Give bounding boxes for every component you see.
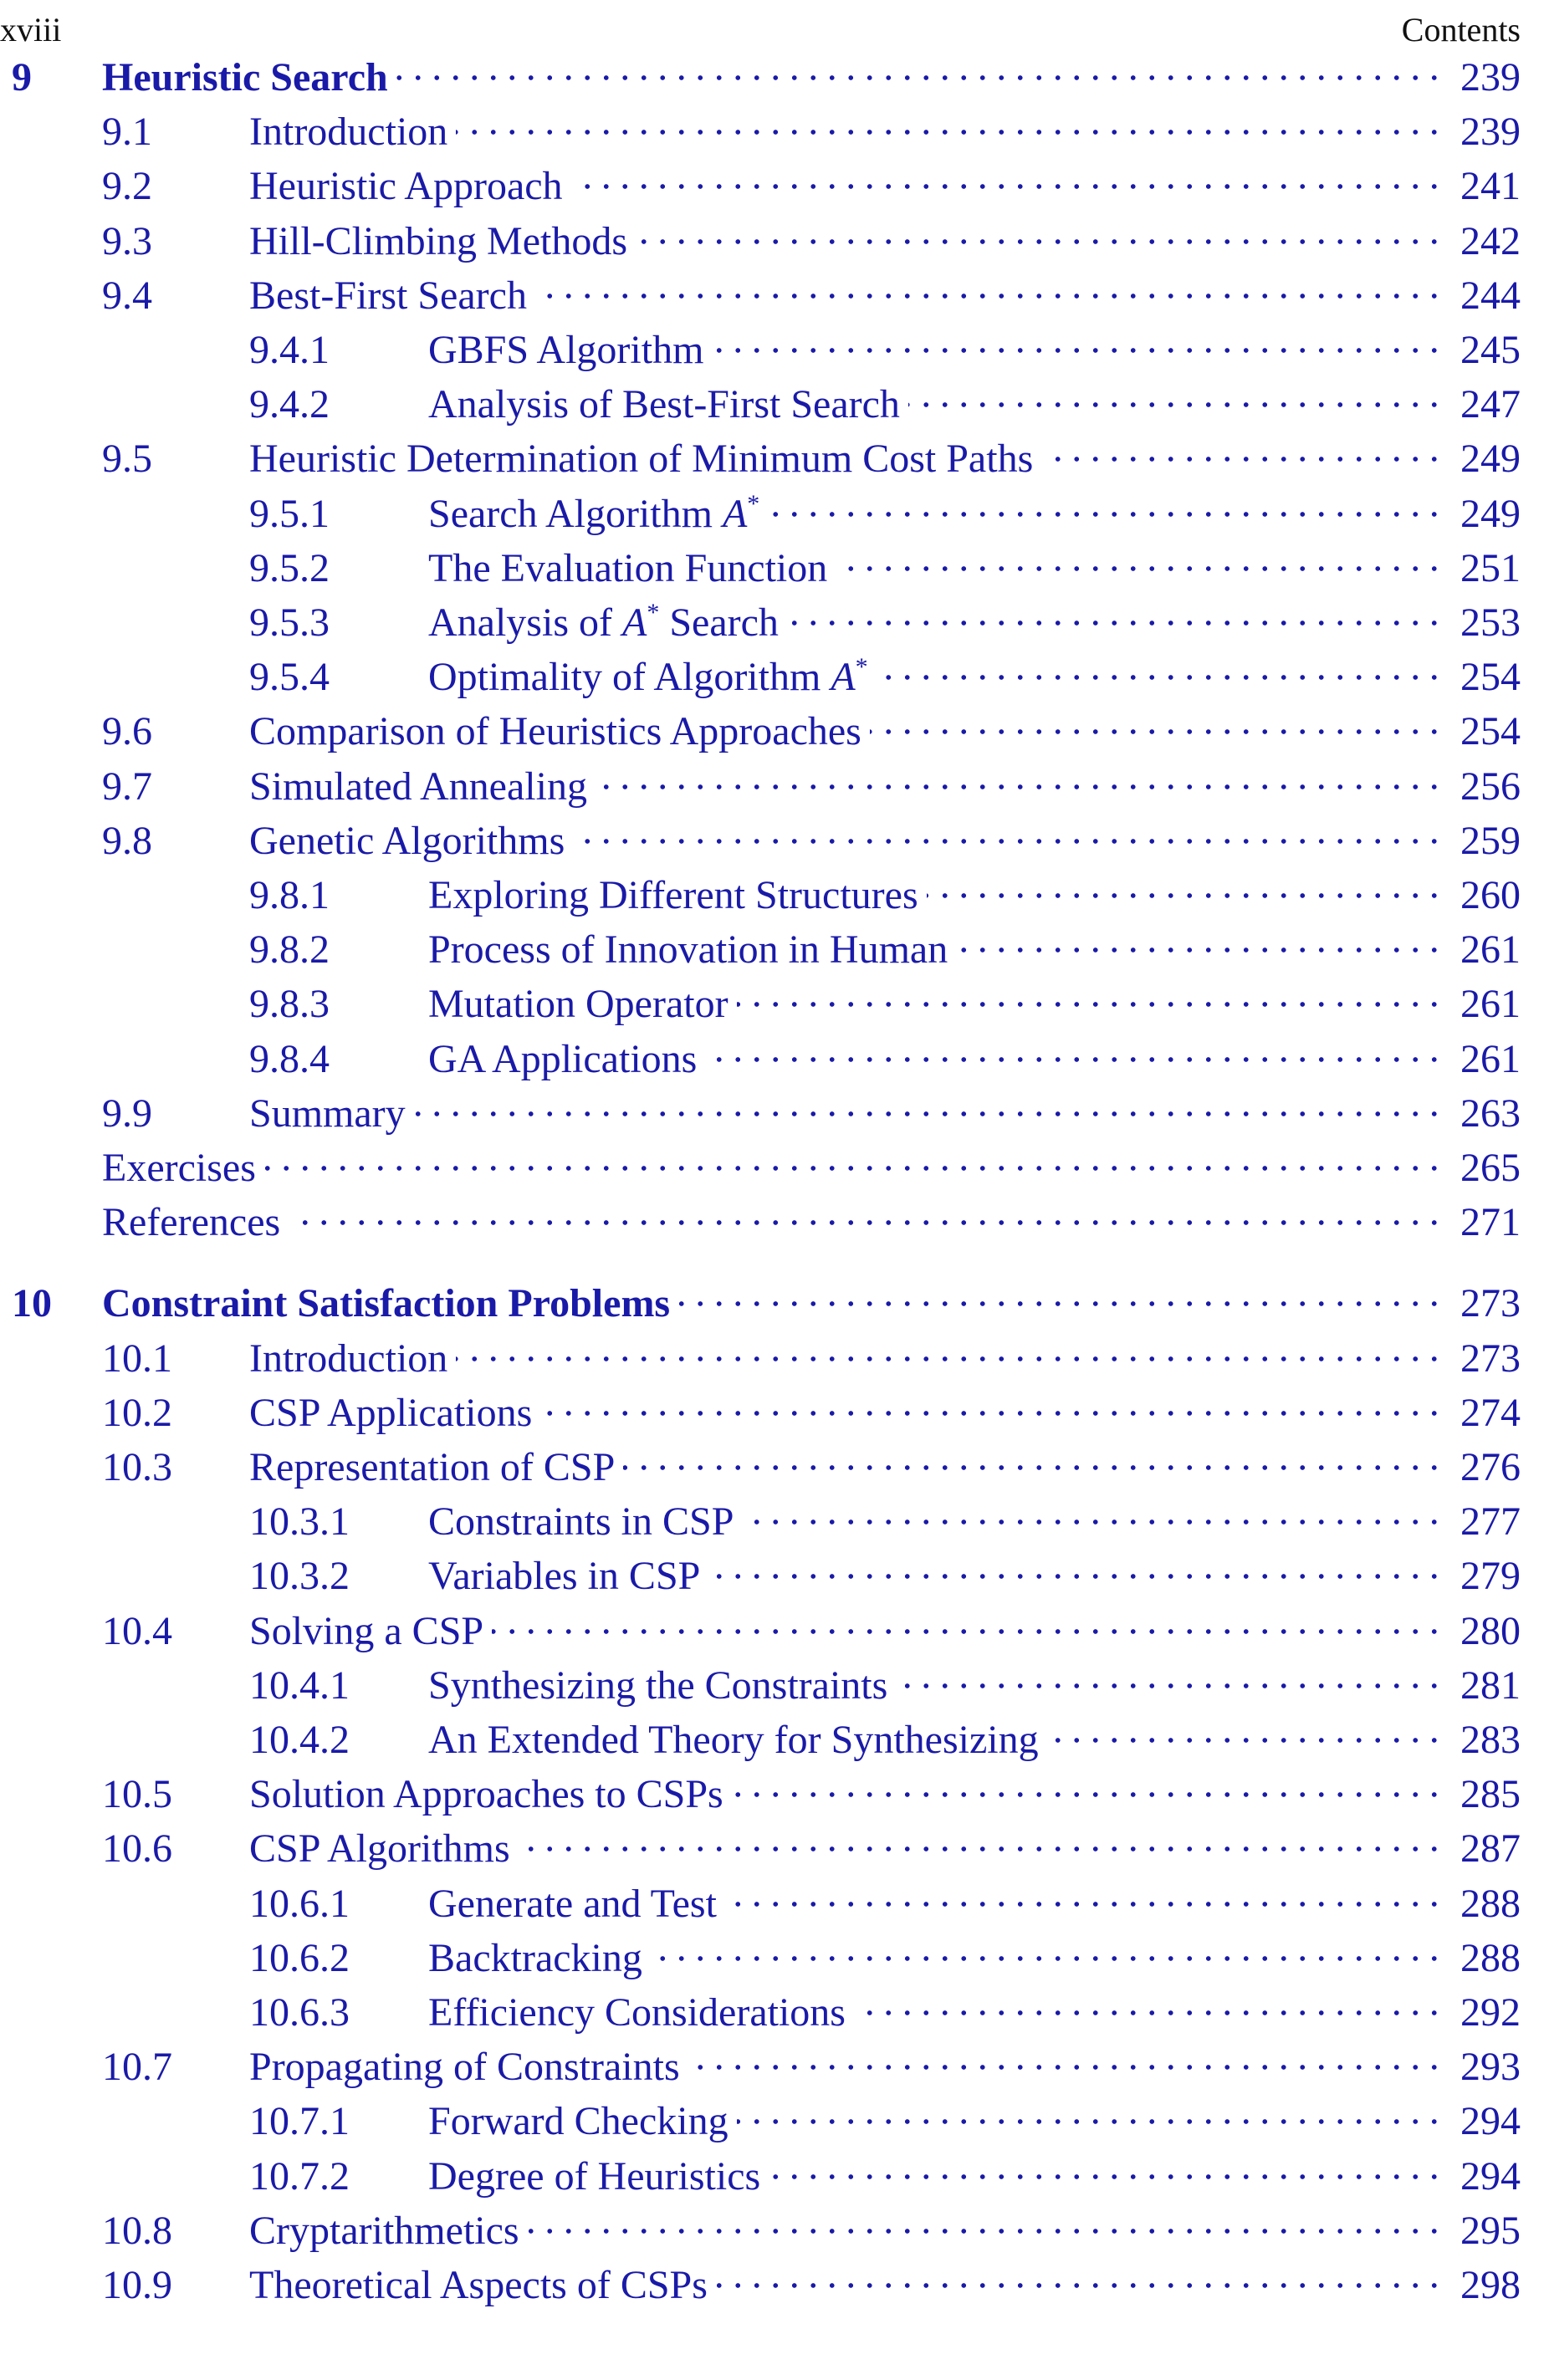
toc-entry-title: Constraint Satisfaction Problems: [102, 1278, 678, 1330]
toc-section-entry[interactable]: [0, 433, 1521, 485]
toc-entry-number: 9: [12, 55, 32, 100]
leader-dots: [737, 978, 1449, 1030]
leader-dots: [623, 1442, 1449, 1494]
toc-entry-page: 260: [1449, 870, 1521, 922]
toc-entry-page: 287: [1449, 1823, 1521, 1875]
leader-dots: [877, 651, 1449, 703]
toc-section-entry[interactable]: [0, 1333, 1521, 1385]
toc-entry-page: 247: [1449, 379, 1521, 431]
leader-dots: [836, 543, 1449, 595]
toc-subsection-entry[interactable]: [0, 651, 1521, 703]
toc-entry-title: Simulated Annealing: [249, 761, 596, 813]
toc-entry-title: Efficiency Considerations: [428, 1987, 854, 2039]
leader-dots: [688, 2041, 1449, 2093]
toc-entry-page: 261: [1449, 924, 1521, 976]
leader-dots: [519, 1823, 1449, 1875]
toc-subsection-entry[interactable]: [0, 597, 1521, 649]
toc-subsection-entry[interactable]: [0, 2151, 1521, 2203]
leader-dots: [896, 1660, 1449, 1712]
toc-entry-title: Hill-Climbing Methods: [249, 216, 636, 268]
toc-entry-title: Summary: [249, 1088, 414, 1140]
chapter-heading[interactable]: [0, 52, 1521, 104]
toc-entry-number: 9.3: [102, 218, 152, 263]
toc-entry-page: 241: [1449, 161, 1521, 212]
toc-entry-title: Synthesizing the Constraints: [428, 1660, 896, 1712]
toc-entry-page: 261: [1449, 978, 1521, 1030]
leader-dots: [528, 2205, 1449, 2257]
toc-entry-number: 9.2: [102, 164, 152, 209]
toc-entry-page: 298: [1449, 2260, 1521, 2311]
toc-entry-number: 10: [12, 1281, 52, 1326]
toc-entry-number: 10.6.3: [249, 1990, 350, 2035]
toc-entry-number: 9.8.1: [249, 873, 330, 917]
toc-entry-title: Forward Checking: [428, 2096, 737, 2148]
toc-subsection-entry[interactable]: [0, 1550, 1521, 1602]
leader-dots: [927, 870, 1449, 922]
toc-section-entry[interactable]: [0, 761, 1521, 813]
toc-entry-page: 271: [1449, 1197, 1521, 1249]
toc-entry-number: 9.8.4: [249, 1036, 330, 1081]
toc-entry-page: 274: [1449, 1387, 1521, 1439]
toc-entry-page: 277: [1449, 1496, 1521, 1548]
leader-dots: [456, 106, 1449, 158]
toc-entry-page: 254: [1449, 706, 1521, 758]
toc-subsection-entry[interactable]: [0, 1034, 1521, 1085]
toc-entry-title: Genetic Algorithms: [249, 815, 573, 867]
toc-entry-title: Representation of CSP: [249, 1442, 623, 1494]
toc-entry-number: 9.5.4: [249, 655, 330, 700]
toc-entry-number: 10.3.2: [249, 1554, 350, 1599]
toc-entry-page: 276: [1449, 1442, 1521, 1494]
toc-subsection-entry[interactable]: [0, 1878, 1521, 1930]
toc-entry-page: 295: [1449, 2205, 1521, 2257]
leader-dots: [651, 1933, 1449, 1984]
running-head: Contents: [1401, 11, 1521, 49]
toc-entry-page: 288: [1449, 1878, 1521, 1930]
toc-entry-page: 292: [1449, 1987, 1521, 2039]
page-number-label: xviii: [0, 11, 62, 49]
toc-entry-page: 261: [1449, 1034, 1521, 1085]
toc-entry-page: 265: [1449, 1142, 1521, 1194]
toc-entry-page: 273: [1449, 1333, 1521, 1385]
toc-entry-title: References: [102, 1197, 289, 1249]
toc-entry-number: 9.8: [102, 818, 152, 863]
toc-entry-title: Exploring Different Structures: [428, 870, 927, 922]
toc-entry-title: Introduction: [249, 1333, 456, 1385]
toc-entry-page: 285: [1449, 1769, 1521, 1821]
toc-subsection-entry[interactable]: [0, 1933, 1521, 1984]
toc-entry-number: 9.8.2: [249, 927, 330, 973]
toc-entry-number: 9.5.3: [249, 600, 330, 645]
toc-entry-title: Analysis of A* Search: [428, 597, 787, 649]
toc-backmatter-entry[interactable]: [0, 1142, 1521, 1194]
toc-entry-number: 10.7: [102, 2045, 172, 2090]
toc-entry-title: Variables in CSP: [428, 1550, 708, 1602]
toc-entry-title: Heuristic Determination of Minimum Cost Paths: [249, 433, 1041, 485]
toc-entry-title: Process of Innovation in Human: [428, 924, 956, 976]
leader-dots: [787, 597, 1449, 649]
leader-dots: [870, 706, 1449, 758]
toc-entry-number: 10.6.2: [249, 1935, 350, 1980]
toc-entry-page: 294: [1449, 2151, 1521, 2203]
toc-entry-page: 239: [1449, 52, 1521, 104]
toc-entry-number: 10.7.1: [249, 2099, 350, 2144]
leader-dots: [908, 379, 1449, 431]
toc-subsection-entry[interactable]: [0, 2096, 1521, 2148]
toc-entry-title: Backtracking: [428, 1933, 651, 1984]
toc-entry-number: 10.7.2: [249, 2153, 350, 2199]
toc-entry-number: 9.4.1: [249, 328, 330, 372]
toc-entry-title: Exercises: [102, 1142, 264, 1194]
toc-entry-number: 10.5: [102, 1772, 172, 1817]
leader-dots: [596, 761, 1449, 813]
toc-section-entry[interactable]: [0, 2260, 1521, 2311]
leader-dots: [716, 2260, 1449, 2311]
toc-entry-page: 288: [1449, 1933, 1521, 1984]
toc-entry-number: 10.9: [102, 2263, 172, 2307]
toc-entry-page: 251: [1449, 543, 1521, 595]
toc-entry-page: 254: [1449, 651, 1521, 703]
toc-subsection-entry[interactable]: [0, 1714, 1521, 1766]
toc-section-entry[interactable]: [0, 1606, 1521, 1657]
toc-entry-number: 10.3: [102, 1445, 172, 1489]
toc-entry-title: An Extended Theory for Synthesizing: [428, 1714, 1047, 1766]
toc-section-entry[interactable]: [0, 1088, 1521, 1140]
toc-entry-number: 9.5: [102, 437, 152, 482]
leader-dots: [540, 1387, 1449, 1439]
toc-section-entry[interactable]: [0, 270, 1521, 322]
toc-section-entry[interactable]: [0, 2205, 1521, 2257]
leader-dots: [712, 324, 1449, 376]
leader-dots: [742, 1496, 1449, 1548]
toc-entry-number: 10.3.1: [249, 1499, 350, 1545]
toc-entry-number: 10.6.1: [249, 1881, 350, 1926]
toc-entry-number: 10.8: [102, 2208, 172, 2253]
toc-subsection-entry[interactable]: [0, 488, 1521, 540]
leader-dots: [769, 2151, 1449, 2203]
toc-subsection-entry[interactable]: [0, 543, 1521, 595]
toc-entry-page: 293: [1449, 2041, 1521, 2093]
toc-entry-page: 256: [1449, 761, 1521, 813]
toc-entry-number: 9.6: [102, 709, 152, 754]
toc-section-entry[interactable]: [0, 161, 1521, 212]
toc-entry-page: 280: [1449, 1606, 1521, 1657]
toc-entry-page: 253: [1449, 597, 1521, 649]
toc-entry-page: 249: [1449, 488, 1521, 540]
toc-entry-page: 239: [1449, 106, 1521, 158]
toc-section-entry[interactable]: [0, 1823, 1521, 1875]
leader-dots: [725, 1878, 1449, 1930]
toc-entry-title: CSP Applications: [249, 1387, 540, 1439]
toc-entry-title: Degree of Heuristics: [428, 2151, 769, 2203]
toc-entry-title: Solving a CSP: [249, 1606, 492, 1657]
leader-dots: [854, 1987, 1449, 2039]
toc-entry-page: 245: [1449, 324, 1521, 376]
toc-entry-page: 273: [1449, 1278, 1521, 1330]
leader-dots: [264, 1142, 1449, 1194]
toc-entry-number: 10.2: [102, 1390, 172, 1435]
toc-entry-title: Solution Approaches to CSPs: [249, 1769, 732, 1821]
toc-entry-number: 10.1: [102, 1336, 172, 1381]
leader-dots: [573, 815, 1449, 867]
toc-entry-number: 9.7: [102, 764, 152, 809]
toc-subsection-entry[interactable]: [0, 1987, 1521, 2039]
toc-entry-title: Optimality of Algorithm A*: [428, 651, 877, 703]
leader-dots: [1047, 1714, 1449, 1766]
toc-entry-number: 9.1: [102, 110, 152, 155]
leader-dots: [456, 1333, 1449, 1385]
toc-section-entry[interactable]: [0, 815, 1521, 867]
leader-dots: [1041, 433, 1449, 485]
toc-section-entry[interactable]: [0, 1769, 1521, 1821]
toc-entry-page: 281: [1449, 1660, 1521, 1712]
toc-backmatter-entry[interactable]: [0, 1197, 1521, 1249]
leader-dots: [705, 1034, 1449, 1085]
toc-entry-title: Best-First Search: [249, 270, 535, 322]
toc-section-entry[interactable]: [0, 106, 1521, 158]
toc-entry-page: 244: [1449, 270, 1521, 322]
toc-entry-number: 10.6: [102, 1826, 172, 1872]
toc-entry-page: 279: [1449, 1550, 1521, 1602]
leader-dots: [636, 216, 1449, 268]
leader-dots: [732, 1769, 1449, 1821]
toc-entry-title: Introduction: [249, 106, 456, 158]
toc-entry-number: 9.8.3: [249, 982, 330, 1027]
toc-entry-title: Constraints in CSP: [428, 1496, 742, 1548]
toc-entry-number: 10.4: [102, 1608, 172, 1653]
toc-subsection-entry[interactable]: [0, 924, 1521, 976]
toc-entry-number: 10.4.2: [249, 1718, 350, 1762]
toc-entry-page: 242: [1449, 216, 1521, 268]
leader-dots: [768, 488, 1449, 540]
toc-entry-number: 9.4.2: [249, 382, 330, 427]
toc-entry-number: 10.4.1: [249, 1662, 350, 1708]
toc-entry-page: 283: [1449, 1714, 1521, 1766]
leader-dots: [571, 161, 1449, 212]
toc-entry-title: The Evaluation Function: [428, 543, 836, 595]
toc-entry-title: Heuristic Search: [102, 52, 396, 104]
toc-entry-title: Heuristic Approach: [249, 161, 571, 212]
toc-subsection-entry[interactable]: [0, 324, 1521, 376]
toc-entry-number: 9.4: [102, 273, 152, 318]
toc-section-entry[interactable]: [0, 216, 1521, 268]
toc-entry-title: Comparison of Heuristics Approaches: [249, 706, 870, 758]
leader-dots: [678, 1278, 1449, 1330]
toc-entry-title: GBFS Algorithm: [428, 324, 712, 376]
leader-dots: [956, 924, 1449, 976]
toc-subsection-entry[interactable]: [0, 379, 1521, 431]
toc-subsection-entry[interactable]: [0, 978, 1521, 1030]
toc-entry-number: 9.5.2: [249, 545, 330, 590]
toc-subsection-entry[interactable]: [0, 1496, 1521, 1548]
toc-entry-title: Analysis of Best-First Search: [428, 379, 908, 431]
leader-dots: [396, 52, 1449, 104]
toc-entry-number: 9.5.1: [249, 491, 330, 536]
toc-section-entry[interactable]: [0, 1442, 1521, 1494]
toc-entry-title: Generate and Test: [428, 1878, 725, 1930]
toc-entry-title: Search Algorithm A*: [428, 488, 768, 540]
toc-entry-title: GA Applications: [428, 1034, 705, 1085]
toc-entry-page: 249: [1449, 433, 1521, 485]
page-header: [0, 7, 1521, 54]
leader-dots: [492, 1606, 1449, 1657]
chapter-heading[interactable]: [0, 1278, 1521, 1330]
leader-dots: [414, 1088, 1449, 1140]
toc-section-entry[interactable]: [0, 706, 1521, 758]
toc-entry-page: 263: [1449, 1088, 1521, 1140]
leader-dots: [708, 1550, 1449, 1602]
toc-subsection-entry[interactable]: [0, 870, 1521, 922]
toc-entry-title: Theoretical Aspects of CSPs: [249, 2260, 716, 2311]
toc-entry-title: Propagating of Constraints: [249, 2041, 688, 2093]
toc-section-entry[interactable]: [0, 2041, 1521, 2093]
toc-section-entry[interactable]: [0, 1387, 1521, 1439]
toc-entry-title: CSP Algorithms: [249, 1823, 519, 1875]
toc-entry-page: 259: [1449, 815, 1521, 867]
toc-entry-page: 294: [1449, 2096, 1521, 2148]
leader-dots: [289, 1197, 1449, 1249]
toc-entry-number: 9.9: [102, 1090, 152, 1136]
leader-dots: [535, 270, 1449, 322]
leader-dots: [737, 2096, 1449, 2148]
toc-subsection-entry[interactable]: [0, 1660, 1521, 1712]
toc-entry-title: Mutation Operator: [428, 978, 737, 1030]
toc-entry-title: Cryptarithmetics: [249, 2205, 528, 2257]
